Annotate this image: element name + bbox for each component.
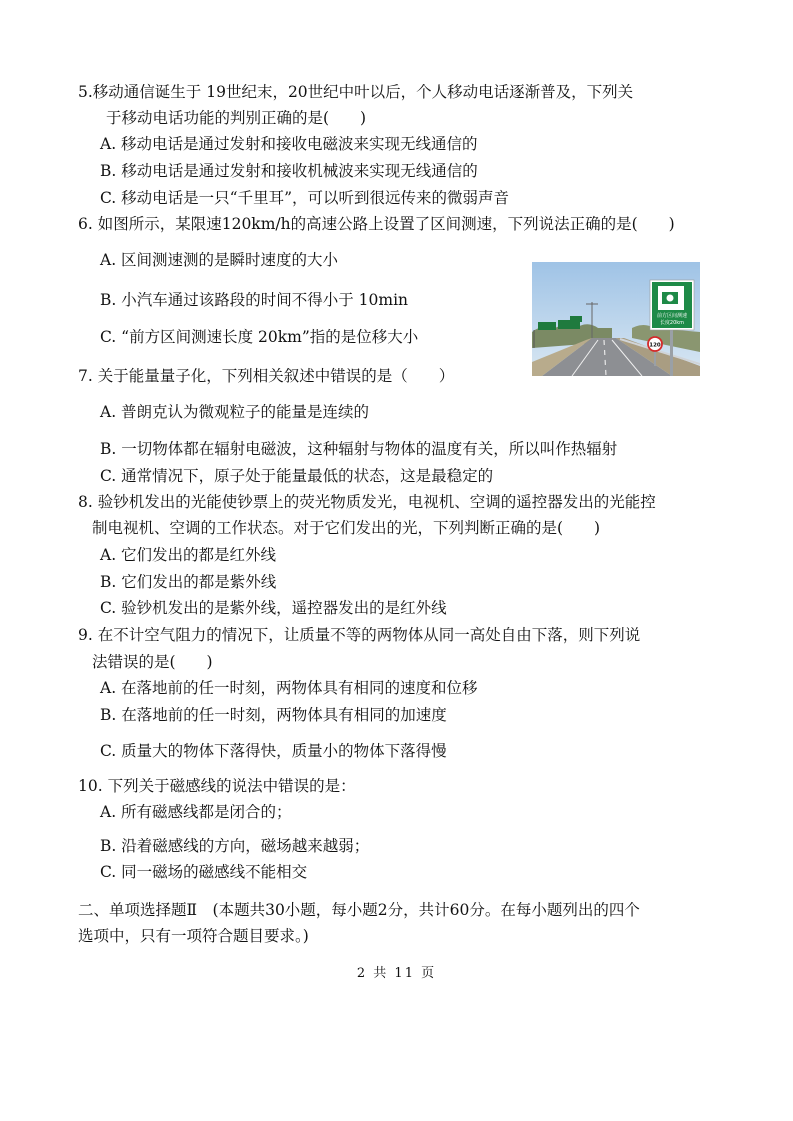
section2-heading-line1: 二、单项选择题Ⅱ (本题共30小题，每小题2分，共计60分。在每小题列出的四个 bbox=[78, 901, 640, 919]
q9-option-b: B. 在落地前的任一时刻，两物体具有相同的加速度 bbox=[100, 706, 447, 724]
q8-stem-line2: 制电视机、空调的工作状态。对于它们发出的光，下列判断正确的是( ) bbox=[92, 519, 601, 537]
q10-option-b: B. 沿着磁感线的方向，磁场越来越弱； bbox=[100, 837, 370, 855]
q5-stem-line1: 5.移动通信诞生于 19世纪末，20世纪中叶以后，个人移动电话逐渐普及，下列关 bbox=[78, 83, 634, 101]
q5-option-c: C. 移动电话是一只“千里耳”，可以听到很远传来的微弱声音 bbox=[100, 189, 510, 207]
q9-stem-line2: 法错误的是( ) bbox=[92, 653, 213, 671]
sign-text-line1: 前方区间测速 bbox=[656, 313, 688, 319]
q6-option-a: A. 区间测速测的是瞬时速度的大小 bbox=[100, 251, 339, 269]
q7-stem-line1: 7. 关于能量量子化，下列相关叙述中错误的是（ ） bbox=[78, 367, 455, 385]
q6-option-c: C. “前方区间测速长度 20km”指的是位移大小 bbox=[100, 328, 419, 346]
q7-option-a: A. 普朗克认为微观粒子的能量是连续的 bbox=[100, 403, 370, 421]
highway-speed-camera-photo bbox=[532, 262, 700, 376]
q7-option-c: C. 通常情况下，原子处于能量最低的状态，这是最稳定的 bbox=[100, 467, 494, 485]
q9-option-a: A. 在落地前的任一时刻，两物体具有相同的速度和位移 bbox=[100, 679, 478, 697]
q8-stem-line1: 8. 验钞机发出的光能使钞票上的荧光物质发光，电视机、空调的遥控器发出的光能控 bbox=[78, 493, 656, 511]
q8-option-c: C. 验钞机发出的是紫外线，遥控器发出的是红外线 bbox=[100, 599, 447, 617]
speed-limit-sign: 120 bbox=[649, 342, 661, 349]
q5-option-a: A. 移动电话是通过发射和接收电磁波来实现无线通信的 bbox=[100, 135, 478, 153]
q10-option-c: C. 同一磁场的磁感线不能相交 bbox=[100, 863, 308, 881]
q10-stem-line1: 10. 下列关于磁感线的说法中错误的是： bbox=[78, 777, 356, 795]
q9-option-c: C. 质量大的物体下落得快，质量小的物体下落得慢 bbox=[100, 742, 447, 760]
q5-stem-line2: 于移动电话功能的判别正确的是( ) bbox=[106, 109, 367, 127]
q8-option-a: A. 它们发出的都是红外线 bbox=[100, 546, 277, 564]
q7-option-b: B. 一切物体都在辐射电磁波，这种辐射与物体的温度有关，所以叫作热辐射 bbox=[100, 440, 618, 458]
q5-option-b: B. 移动电话是通过发射和接收机械波来实现无线通信的 bbox=[100, 162, 478, 180]
q8-option-b: B. 它们发出的都是紫外线 bbox=[100, 573, 277, 591]
section2-heading-line2: 选项中，只有一项符合题目要求。) bbox=[78, 927, 309, 945]
q10-option-a: A. 所有磁感线都是闭合的； bbox=[100, 803, 292, 821]
sign-text-line2: 长度20km bbox=[659, 320, 685, 326]
q6-option-b: B. 小汽车通过该路段的时间不得小于 10min bbox=[100, 291, 409, 309]
q6-stem-line1: 6. 如图所示，某限速120km/h的高速公路上设置了区间测速，下列说法正确的是( ) bbox=[78, 215, 675, 233]
page-number-footer: 2 共 11 页 bbox=[356, 966, 437, 981]
q9-stem-line1: 9. 在不计空气阻力的情况下，让质量不等的两物体从同一高处自由下落，则下列说 bbox=[78, 626, 641, 644]
